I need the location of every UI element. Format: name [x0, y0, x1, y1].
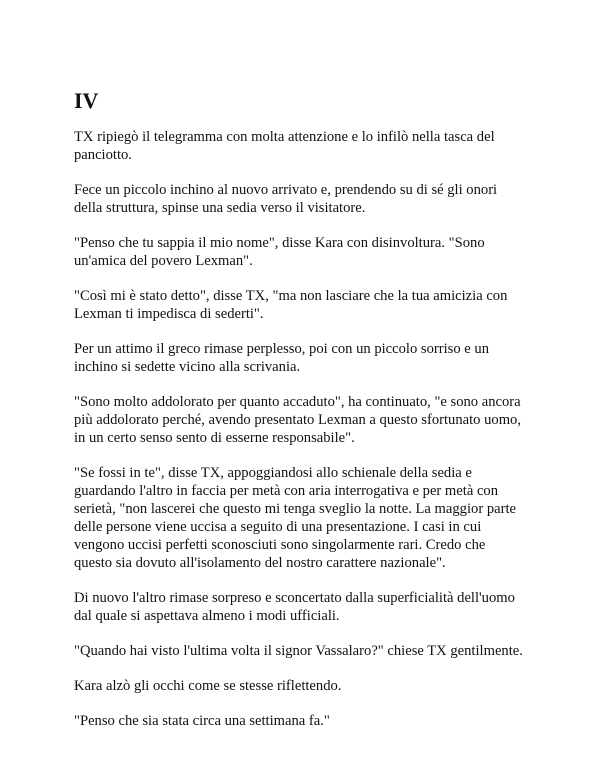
paragraph: Fece un piccolo inchino al nuovo arrivato e, prendendo su di sé gli onori della struttura, spinse una sedia verso il visitatore. — [74, 182, 498, 216]
document-page — [74, 88, 526, 747]
paragraph: Kara alzò gli occhi come se stesse riflettendo. — [74, 678, 342, 694]
chapter-title: IV — [74, 88, 99, 113]
paragraph: "Così mi è stato detto", disse TX, "ma non lasciare che la tua amicizia con Lexman ti impedisca di sederti". — [74, 288, 508, 322]
paragraph: Di nuovo l'altro rimase sorpreso e sconcertato dalla superficialità dell'uomo dal quale si aspettava almeno i modi ufficiali. — [74, 590, 515, 624]
paragraph: TX ripiegò il telegramma con molta attenzione e lo infilò nella tasca del panciotto. — [74, 129, 495, 163]
paragraph: "Sono molto addolorato per quanto accaduto", ha continuato, "e sono ancora più addolorato perché, avendo presentato Lexman a questo sfortunato uomo, in un certo senso sento di esserne responsabile". — [74, 394, 521, 446]
paragraph: "Se fossi in te", disse TX, appoggiandosi allo schienale della sedia e guardando l'altro in faccia per metà con aria interrogativa e per metà con serietà, "non lascerei che questo mi tenga sveglio la notte. La maggior parte delle persone viene uccisa a seguito di una presentazione. I casi in cui vengono uccisi perfetti sconosciuti sono singolarmente rari. Credo che questo sia dovuto all'isolamento del nostro carattere nazionale". — [74, 465, 516, 571]
paragraph: Per un attimo il greco rimase perplesso, poi con un piccolo sorriso e un inchino si sedette vicino alla scrivania. — [74, 341, 490, 375]
paragraph: "Penso che tu sappia il mio nome", disse Kara con disinvoltura. "Sono un'amica del povero Lexman". — [74, 235, 485, 269]
paragraph: "Quando hai visto l'ultima volta il signor Vassalaro?" chiese TX gentilmente. — [74, 643, 523, 659]
paragraph: "Penso che sia stata circa una settimana fa." — [74, 713, 330, 729]
